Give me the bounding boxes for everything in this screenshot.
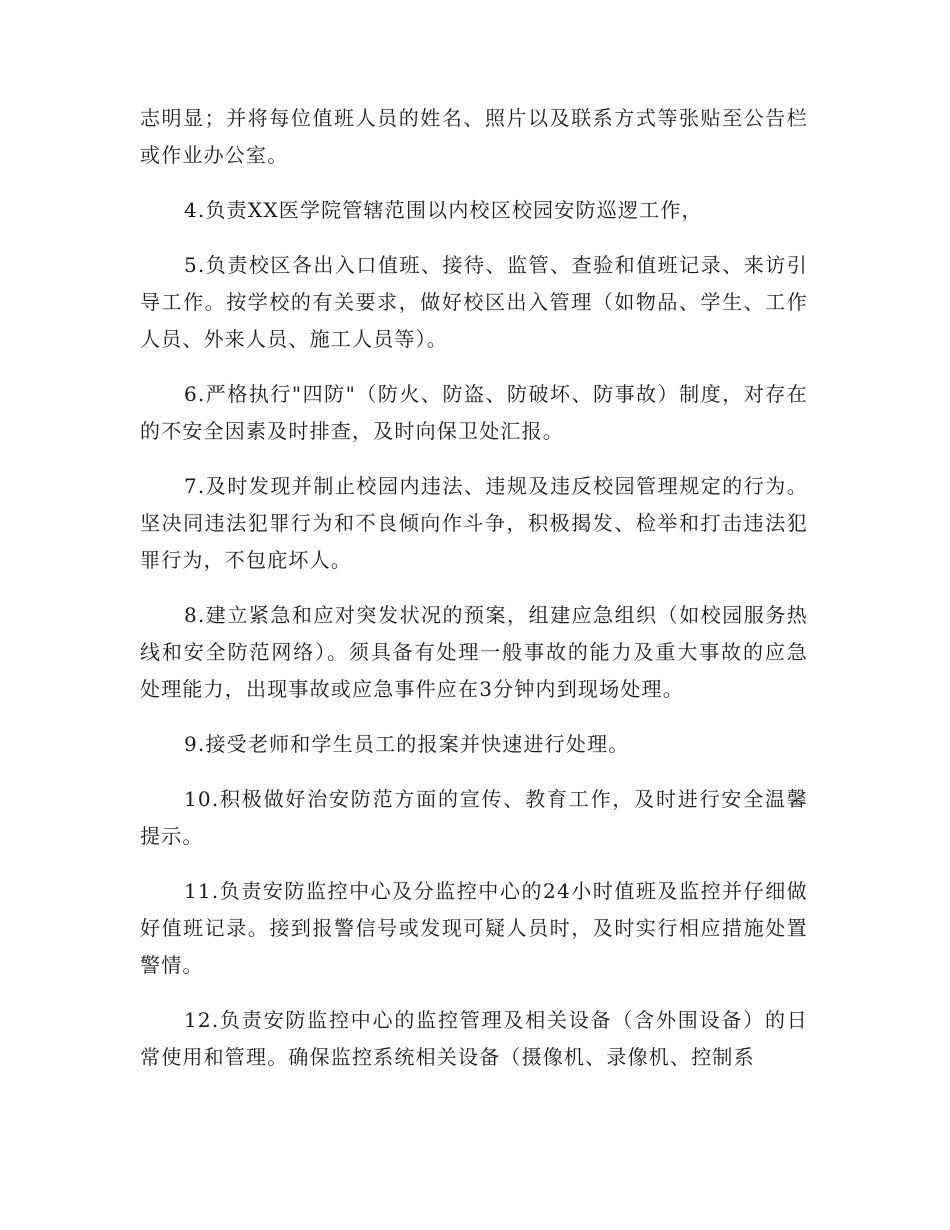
paragraph-item-4: 4.负责XX医学院管辖范围以内校区校园安防巡逻工作， [184,198,703,222]
paragraph-continuation: 志明显；并将每位值班人员的姓名、照片以及联系方式等张贴至公告栏或作业办公室。 [140,106,808,167]
paragraph-item-12: 12.负责安防监控中心的监控管理及相关设备（含外围设备）的日常使用和管理。确保监控系统相关设备（摄像机、录像机、控制系 [140,1008,808,1069]
paragraph-item-6: 6.严格执行"四防"（防火、防盗、防破坏、防事故）制度，对存在的不安全因素及时排查，及时向保卫处汇报。 [140,382,808,443]
paragraph-item-8: 8.建立紧急和应对突发状况的预案，组建应急组织（如校园服务热线和安全防范网络）。须具备有处理一般事故的能力及重大事故的应急处理能力，出现事故或应急事件应在3分钟内到现场处理。 [140,603,808,701]
paragraph-item-7: 7.及时发现并制止校园内违法、违规及违反校园管理规定的行为。坚决同违法犯罪行为和不良倾向作斗争，积极揭发、检举和打击违法犯罪行为，不包庇坏人。 [140,474,808,572]
paragraph-item-5: 5.负责校区各出入口值班、接待、监管、查验和值班记录、来访引导工作。按学校的有关要求，做好校区出入管理（如物品、学生、工作人员、外来人员、施工人员等）。 [140,253,808,351]
document-body [140,100,808,1094]
paragraph-item-9: 9.接受老师和学生员工的报案并快速进行处理。 [184,732,630,756]
paragraph-item-10: 10.积极做好治安防范方面的宣传、教育工作，及时进行安全温馨提示。 [140,787,808,848]
paragraph-item-11: 11.负责安防监控中心及分监控中心的24小时值班及监控并仔细做好值班记录。接到报警信号或发现可疑人员时，及时实行相应措施处置警情。 [140,879,808,977]
